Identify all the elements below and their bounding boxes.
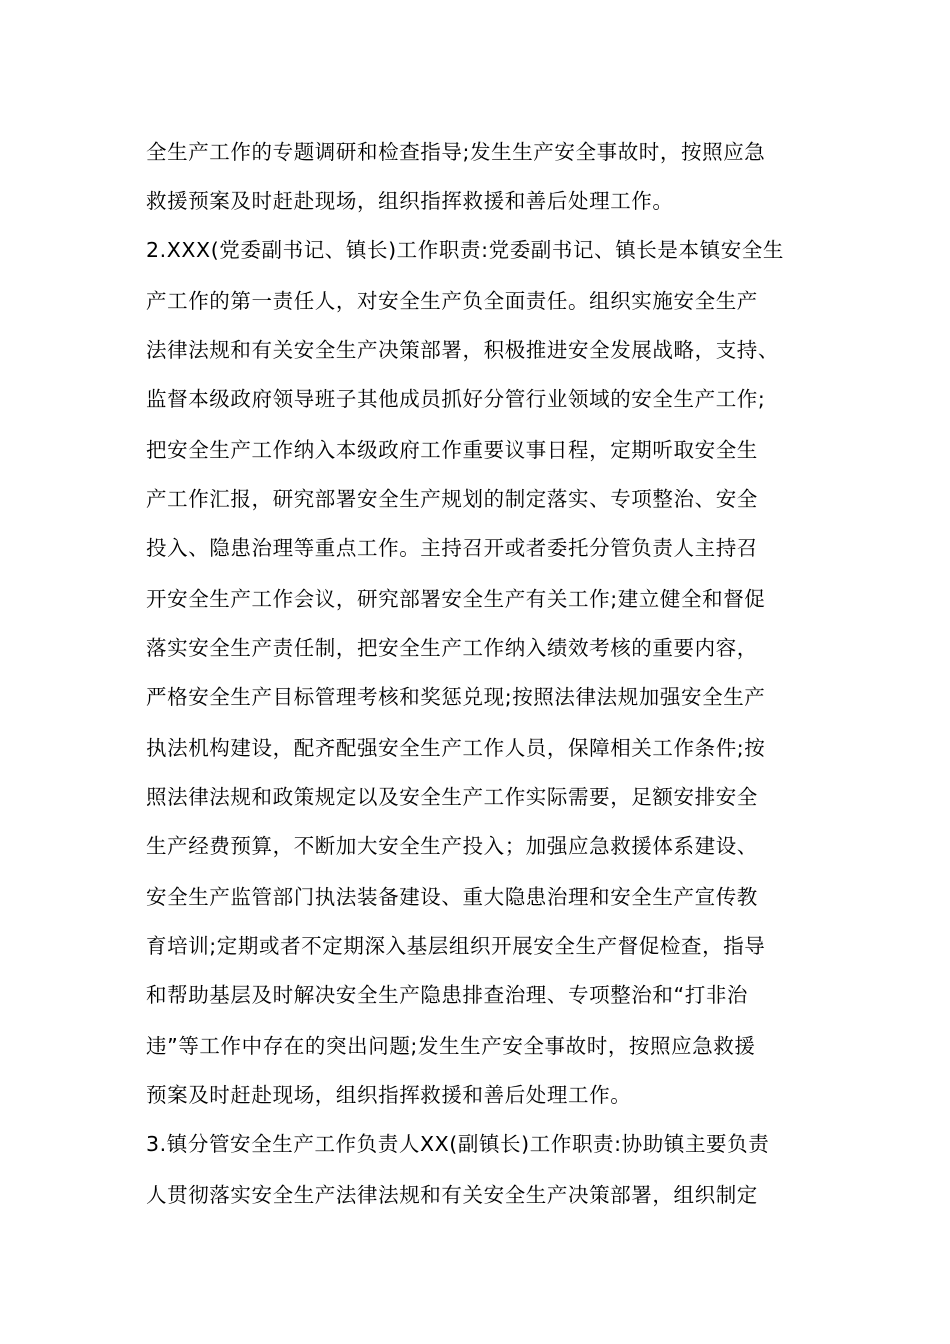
text-line: 监督本级政府领导班子其他成员抓好分管行业领域的安全生产工作; [146, 387, 766, 411]
text-line: 生产经费预算，不断加大安全生产投入；加强应急救援体系建设、 [146, 834, 758, 858]
text-line: 和帮助基层及时解决安全生产隐患排查治理、专项整治和“打非治 [146, 983, 749, 1007]
text-line: 违”等工作中存在的突出问题;发生生产安全事故时，按照应急救援 [146, 1034, 756, 1058]
text-line: 把安全生产工作纳入本级政府工作重要议事日程，定期听取安全生 [146, 438, 758, 462]
text-line: 产工作的第一责任人，对安全生产负全面责任。组织实施安全生产 [146, 289, 758, 313]
text-line: 开安全生产工作会议，研究部署安全生产有关工作;建立健全和督促 [146, 587, 766, 611]
text-line: 全生产工作的专题调研和检查指导;发生生产安全事故时，按照应急 [146, 140, 766, 164]
text-line: 照法律法规和政策规定以及安全生产工作实际需要，足额安排安全 [146, 785, 758, 809]
text-line: 3.镇分管安全生产工作负责人XX(副镇长)工作职责:协助镇主要负责 [146, 1132, 770, 1156]
text-line: 人贯彻落实安全生产法律法规和有关安全生产决策部署，组织制定 [146, 1183, 758, 1207]
text-line: 严格安全生产目标管理考核和奖惩兑现;按照法律法规加强安全生产 [146, 685, 766, 709]
text-line: 救援预案及时赶赴现场，组织指挥救援和善后处理工作。 [146, 189, 674, 213]
text-line: 落实安全生产责任制，把安全生产工作纳入绩效考核的重要内容， [146, 636, 758, 660]
text-line: 安全生产监管部门执法装备建设、重大隐患治理和安全生产宣传教 [146, 885, 758, 909]
text-line: 2.XXX(党委副书记、镇长)工作职责:党委副书记、镇长是本镇安全生 [146, 238, 784, 262]
text-line: 法律法规和有关安全生产决策部署，积极推进安全发展战略，支持、 [146, 338, 779, 362]
text-line: 产工作汇报，研究部署安全生产规划的制定落实、专项整治、安全 [146, 487, 758, 511]
text-line: 投入、隐患治理等重点工作。主持召开或者委托分管负责人主持召 [146, 536, 758, 560]
text-line: 育培训;定期或者不定期深入基层组织开展安全生产督促检查，指导 [146, 934, 766, 958]
text-line: 执法机构建设，配齐配强安全生产工作人员，保障相关工作条件;按 [146, 736, 766, 760]
text-line: 预案及时赶赴现场，组织指挥救援和善后处理工作。 [146, 1083, 632, 1107]
